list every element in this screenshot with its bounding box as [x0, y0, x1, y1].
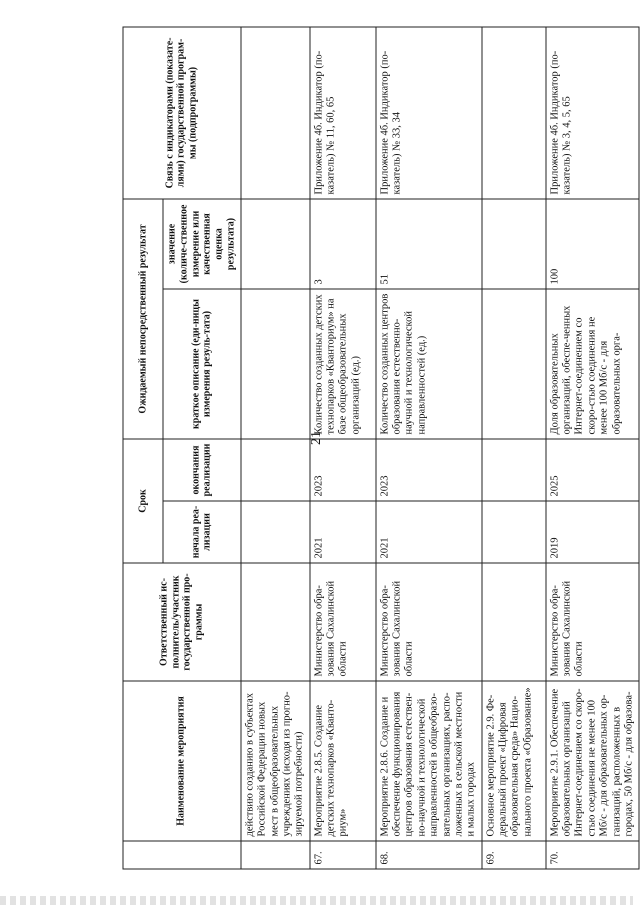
header-expected: Ожидаемый непосредственный результат	[123, 199, 163, 439]
cell-num: 68.	[376, 841, 482, 869]
cell-value: 3	[310, 199, 376, 289]
cell-start: 2019	[546, 501, 640, 563]
cell-desc: Доля образовательных организаций, обеспе-ченных Интернет-соединением со скоро-стью соединения не менее 100 Мб/с - для образовательных орга-	[546, 289, 640, 439]
cell-name: Основное мероприятие 2.9. Фе-деральный проект «Цифровая образовательная среда» Нацио-нального проекта «Образование»	[482, 681, 546, 841]
header-num	[123, 841, 241, 869]
cell-start	[482, 501, 546, 563]
cell-desc	[241, 289, 310, 439]
cell-value: 100	[546, 199, 640, 289]
header-expected-desc: краткое описание (еди-ницы измерения резуль-тата)	[163, 289, 241, 439]
table-row	[376, 27, 482, 869]
cell-start: 2021	[376, 501, 482, 563]
cell-responsible: Министерство обра-зования Сахалинской области	[546, 563, 640, 681]
cell-desc: Количество созданных центров образования естественно-научной и технологической направленностей (ед.)	[376, 289, 482, 439]
cell-end	[241, 439, 310, 501]
cell-end: 2023	[376, 439, 482, 501]
header-link: Связь с индикаторами (показате-лями) государственной програм-мы (подпрограммы)	[123, 27, 241, 199]
table-wrapper	[123, 28, 635, 870]
page-number: 21	[309, 431, 324, 445]
cell-desc: Количество созданных детских технопарков «Кванториум» на базе общеобразовательных организаций (ед.)	[310, 289, 376, 439]
cell-value: 51	[376, 199, 482, 289]
header-term-start: начала реа-лизации	[163, 501, 241, 563]
cell-responsible	[482, 563, 546, 681]
cell-num: 67.	[310, 841, 376, 869]
cell-end	[482, 439, 546, 501]
cell-value	[241, 199, 310, 289]
cell-num: 69.	[482, 841, 546, 869]
cell-start	[241, 501, 310, 563]
cell-name: Мероприятие 2.9.1. Обеспечение образовательных организаций Интернет-соединением со скоро-стью соединения не менее 100 Мб/с - для образовательных ор-ганизаций, расположенных в городах, 50 Мб/с - для образова-	[546, 681, 640, 841]
cell-num: 70.	[546, 841, 640, 869]
table-row	[546, 27, 640, 869]
header-name: Наименование мероприятия	[123, 681, 241, 841]
header-term: Срок	[123, 439, 163, 563]
cell-responsible	[241, 563, 310, 681]
cell-link: Приложение 4б. Индикатор (по-казатель) № 33, 34	[376, 27, 482, 199]
cell-value	[482, 199, 546, 289]
cell-link: Приложение 4б. Индикатор (по-казатель) № 11, 60, 65	[310, 27, 376, 199]
table-row	[482, 27, 546, 869]
cell-link	[241, 27, 310, 199]
scan-bottom-edge	[0, 896, 633, 905]
header-term-end: окончания реализации	[163, 439, 241, 501]
cell-link	[482, 27, 546, 199]
cell-name: Мероприятие 2.8.6. Создание и обеспечение функционирования центров образования естествен-но-научной и технологической направленностей в общеобразо-вательных организациях, распо-ложенных в сельской местности и малых городах	[376, 681, 482, 841]
table-row	[310, 27, 376, 869]
header-expected-value: значение (количе-ственное измерение или качественная оценка результата)	[163, 199, 241, 289]
cell-responsible: Министерство обра-зования Сахалинской области	[310, 563, 376, 681]
cell-link: Приложение 4б. Индикатор (по-казатель) № 3, 4, 5, 65	[546, 27, 640, 199]
cell-name: действию созданию в субъектах Российской Федерации новых мест в общеобразовательных учреждениях (исходя из прогно-зируемой потребности)	[241, 681, 310, 841]
cell-num	[241, 841, 310, 869]
cell-end: 2023	[310, 439, 376, 501]
cell-responsible: Министерство обра-зования Сахалинской области	[376, 563, 482, 681]
measures-table	[123, 26, 640, 869]
cell-start: 2021	[310, 501, 376, 563]
cell-name: Мероприятие 2.8.5. Создание детских технопарков «Кванто-риум»	[310, 681, 376, 841]
cell-desc	[482, 289, 546, 439]
cell-end: 2025	[546, 439, 640, 501]
table-row	[241, 27, 310, 869]
header-responsible: Ответственный ис-полнитель/участник государственной про-граммы	[123, 563, 241, 681]
header-row-1	[123, 27, 163, 869]
